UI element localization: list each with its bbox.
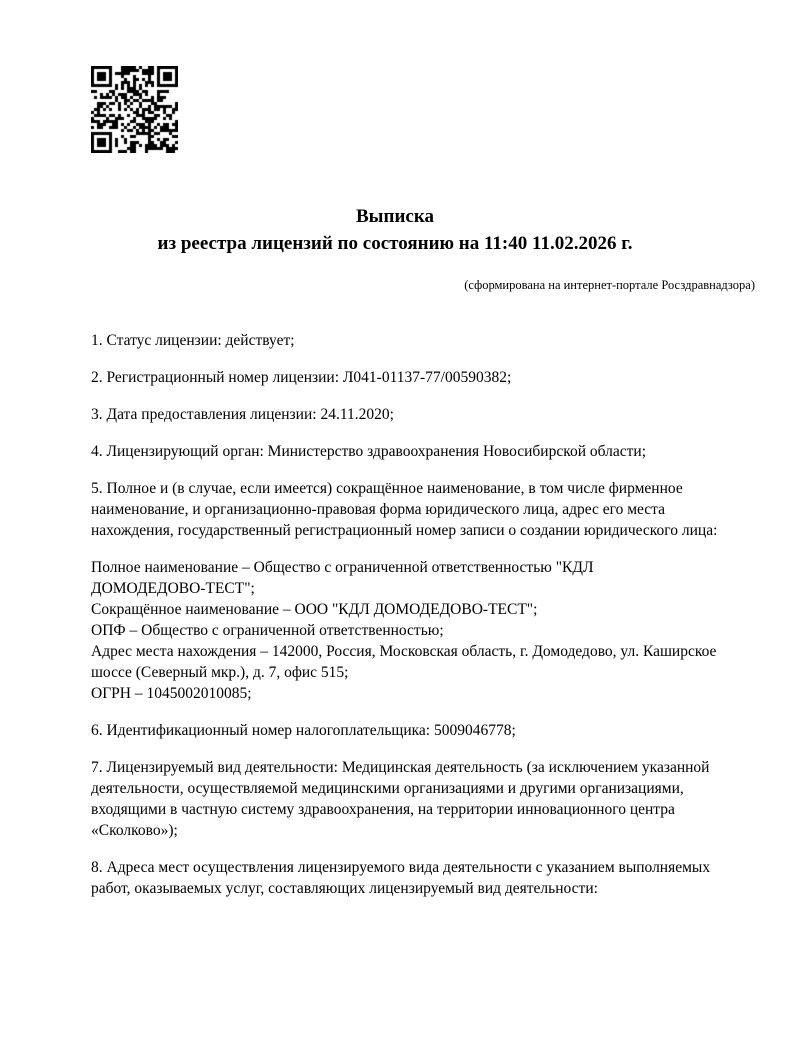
text-line: Сокращённое наименование – ООО "КДЛ ДОМОДЕДОВО-ТЕСТ";: [91, 601, 538, 618]
item-5-entity-naming-intro: [91, 478, 763, 541]
item-4-licensing-authority: [91, 441, 763, 462]
text-line: деятельности, осуществляемой медицинскими организациями и другими организациями,: [91, 780, 684, 797]
text-line: ОПФ – Общество с ограниченной ответственностью;: [91, 622, 444, 639]
legal-entity-details: [91, 557, 763, 704]
item-2-registration-number: [91, 367, 763, 388]
text-line: нахождения, государственный регистрационный номер записи о создании юридического лица:: [91, 522, 718, 539]
text-line: ДОМОДЕДОВО-ТЕСТ";: [91, 580, 255, 597]
item-1-license-status: [91, 330, 763, 351]
item-6-taxpayer-number: [91, 720, 763, 741]
text-line: Адрес места нахождения – 142000, Россия, Московская область, г. Домодедово, ул. Каширское: [91, 643, 717, 660]
item-7-licensed-activity: [91, 757, 763, 841]
text-line: 3. Дата предоставления лицензии: 24.11.2020;: [91, 406, 394, 423]
text-line: «Сколково»);: [91, 822, 178, 839]
text-line: 2. Регистрационный номер лицензии: Л041-01137-77/00590382;: [91, 369, 512, 386]
text-line: 4. Лицензирующий орган: Министерство здравоохранения Новосибирской области;: [91, 443, 647, 460]
title-line-2: из реестра лицензий по состоянию на 11:40 11.02.2026 г.: [157, 233, 633, 254]
item-8-activity-addresses-intro: [91, 857, 763, 899]
text-line: 5. Полное и (в случае, если имеется) сокращённое наименование, в том числе фирменное: [91, 480, 683, 497]
text-line: 6. Идентификационный номер налогоплательщика: 5009046778;: [91, 722, 516, 739]
text-line: 8. Адреса мест осуществления лицензируемого вида деятельности с указанием выполняемых: [91, 859, 711, 876]
document-body: [91, 330, 763, 915]
text-line: 7. Лицензируемый вид деятельности: Медицинская деятельность (за исключением указанной: [91, 759, 710, 776]
text-line: шоссе (Северный мкр.), д. 7, офис 515;: [91, 664, 349, 681]
text-line: 1. Статус лицензии: действует;: [91, 332, 295, 349]
text-line: входящими в частную систему здравоохранения, на территории инновационного центра: [91, 801, 675, 818]
item-3-grant-date: [91, 404, 763, 425]
text-line: работ, оказываемых услуг, составляющих лицензируемый вид деятельности:: [91, 880, 598, 897]
text-line: Полное наименование – Общество с ограниченной ответственностью "КДЛ: [91, 559, 594, 576]
title-line-1: Выписка: [356, 206, 434, 227]
text-line: ОГРН – 1045002010085;: [91, 685, 252, 702]
document-title: [63, 203, 727, 257]
text-line: наименование, и организационно-правовая форма юридического лица, адрес его места: [91, 501, 666, 518]
qr-code: [91, 66, 178, 153]
subtitle-note: (сформирована на интернет-портале Росздравнадзора): [464, 278, 755, 292]
